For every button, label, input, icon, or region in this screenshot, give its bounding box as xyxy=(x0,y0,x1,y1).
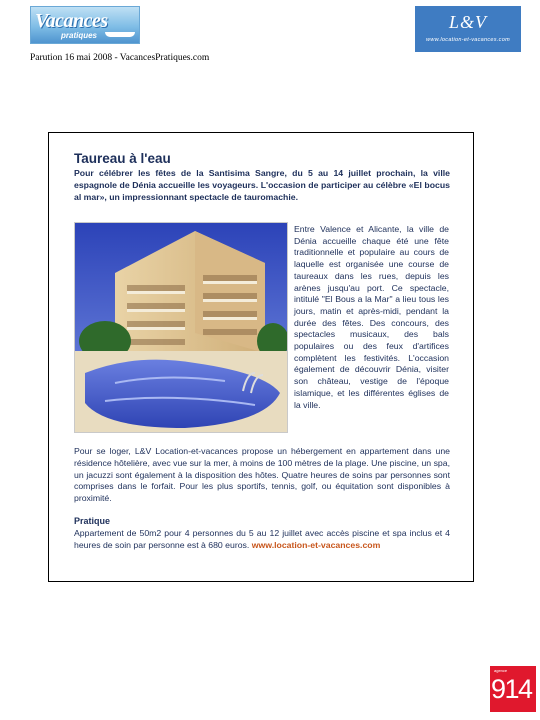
badge-number: 914 xyxy=(491,674,532,704)
resort-photo xyxy=(74,222,288,433)
pratique-heading: Pratique xyxy=(74,516,111,526)
pratique-text xyxy=(74,528,450,552)
publication-date: Parution 16 mai 2008 - VacancesPratiques.com xyxy=(30,53,210,63)
article-title: Taureau à l'eau xyxy=(74,151,171,166)
logo-vp-subtitle: pratiques xyxy=(61,31,98,40)
article-body: Pour se loger, L&V Location-et-vacances propose un hébergement en appartement dans une résidence hôtelière, avec vue sur la mer, à moins de 100 mètres de la plage. Une piscine, un spa, un jacuzzi sont également à la disposition des hôtes. Quatre heures de soins par personnes sont comprises dans le forfait. Pour les plus sportifs, tennis, golf, ou équitation sont disponibles à proximité. xyxy=(74,446,450,504)
pratique-body: Appartement de 50m2 pour 4 personnes du 5 au 12 juillet avec accès piscine et spa inclus et 4 heures de soin par personne est à 680 euros. xyxy=(74,528,450,550)
boat-icon xyxy=(105,32,135,37)
logo-lv-mark: L&V xyxy=(448,12,487,32)
article-lead: Pour célébrer les fêtes de la Santisima Sangre, du 5 au 14 juillet prochain, la ville espagnole de Dénia accueille les voyageurs. L'occasion de participer au célèbre «El bocus al mar», un impressionnant spectacle de tauromachie. xyxy=(74,168,450,202)
badge-small-label: agence xyxy=(494,668,508,673)
side-column-text: Entre Valence et Alicante, la ville de Dénia accueille chaque été une fête traditionnelle et populaire au cours de laquelle est organisée une course de taureaux dans les rues, depuis les arènes jusqu'au port. Ce spectacle, intitulé "El Bous a la Mar" a lieu tous les jours, matin et après-midi, pendant la durée des fêtes. Des concours, des spectacles musicaux, des bals populaires ou des feux d'artifices complètent les festivités. L'occasion également de découvrir Dénia, visiter son château, vestige de l'époque islamique, et les différentes églises de la ville. xyxy=(294,224,449,410)
logo-lv-url: www.location-et-vacances.com xyxy=(426,37,510,43)
agency-badge xyxy=(490,666,536,712)
resort-photo-illustration xyxy=(75,223,288,433)
location-et-vacances-logo[interactable] xyxy=(415,6,521,52)
logo-vp-word: Vacances xyxy=(35,10,108,32)
vacances-pratiques-logo[interactable] xyxy=(30,6,140,44)
pratique-link[interactable]: www.location-et-vacances.com xyxy=(251,539,381,550)
